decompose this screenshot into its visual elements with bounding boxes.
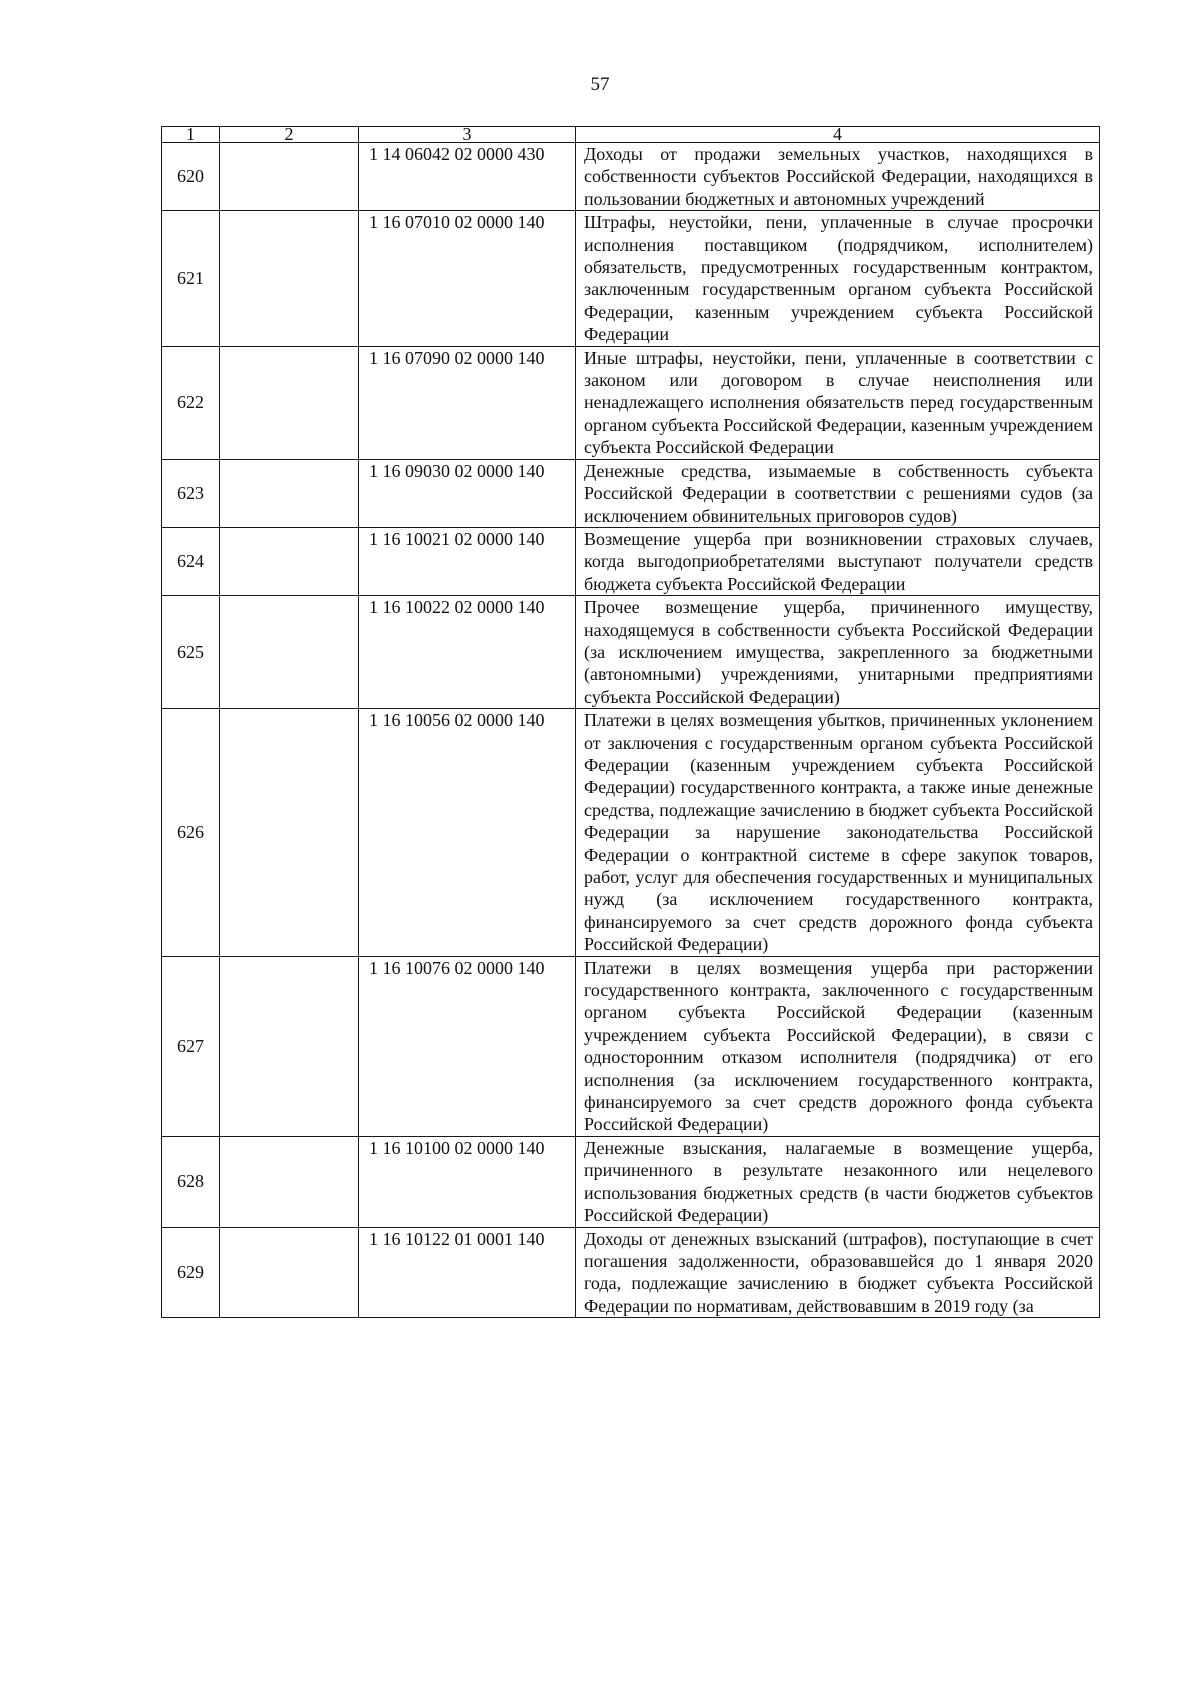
row-empty-cell bbox=[220, 956, 359, 1136]
revenue-description: Доходы от денежных взысканий (штрафов), поступающие в счет погашения задолженности, образовавшейся до 1 января 2020 года, подлежащие зачислению в бюджет субъекта Российской Федерации по нормативам, действовавшим в 2019 году (за bbox=[576, 1227, 1100, 1318]
table-row bbox=[162, 709, 1100, 956]
header-col-4: 4 bbox=[576, 127, 1100, 143]
row-empty-cell bbox=[220, 596, 359, 709]
row-number: 624 bbox=[162, 527, 220, 595]
row-empty-cell bbox=[220, 459, 359, 527]
revenue-description: Штрафы, неустойки, пени, уплаченные в случае просрочки исполнения поставщиком (подрядчиком, исполнителем) обязательств, предусмотренных государственным контрактом, заключенным государственным органом субъекта Российской Федерации, казенным учреждением субъекта Российской Федерации bbox=[576, 211, 1100, 346]
revenue-description: Денежные взыскания, налагаемые в возмещение ущерба, причиненного в результате незаконного или нецелевого использования бюджетных средств (в части бюджетов субъектов Российской Федерации) bbox=[576, 1136, 1100, 1227]
revenue-code: 1 16 07010 02 0000 140 bbox=[359, 211, 576, 346]
table-row bbox=[162, 346, 1100, 459]
row-empty-cell bbox=[220, 527, 359, 595]
table-header-row bbox=[162, 127, 1100, 143]
revenue-code: 1 16 10056 02 0000 140 bbox=[359, 709, 576, 956]
table-row bbox=[162, 527, 1100, 595]
revenue-description: Доходы от продажи земельных участков, находящихся в собственности субъектов Российской Федерации, находящихся в пользовании бюджетных и автономных учреждений bbox=[576, 143, 1100, 211]
revenue-code: 1 16 10022 02 0000 140 bbox=[359, 596, 576, 709]
row-empty-cell bbox=[220, 1227, 359, 1318]
row-number: 621 bbox=[162, 211, 220, 346]
table-row bbox=[162, 459, 1100, 527]
table-row bbox=[162, 1227, 1100, 1318]
row-number: 627 bbox=[162, 956, 220, 1136]
revenue-codes-table bbox=[161, 126, 1100, 1318]
table-row bbox=[162, 1136, 1100, 1227]
row-number: 625 bbox=[162, 596, 220, 709]
revenue-code: 1 14 06042 02 0000 430 bbox=[359, 143, 576, 211]
table-row bbox=[162, 596, 1100, 709]
revenue-description: Прочее возмещение ущерба, причиненного имуществу, находящемуся в собственности субъекта Российской Федерации (за исключением имущества, закрепленного за бюджетными (автономными) учреждениями, унитарными предприятиями субъекта Российской Федерации) bbox=[576, 596, 1100, 709]
row-empty-cell bbox=[220, 1136, 359, 1227]
revenue-code: 1 16 07090 02 0000 140 bbox=[359, 346, 576, 459]
row-number: 626 bbox=[162, 709, 220, 956]
revenue-description: Платежи в целях возмещения убытков, причиненных уклонением от заключения с государственным органом субъекта Российской Федерации (казенным учреждением субъекта Российской Федерации) государственного контракта, а также иные денежные средства, подлежащие зачислению в бюджет субъекта Российской Федерации за нарушение законодательства Российской Федерации о контрактной системе в сфере закупок товаров, работ, услуг для обеспечения государственных и муниципальных нужд (за исключением государственного контракта, финансируемого за счет средств дорожного фонда субъекта Российской Федерации) bbox=[576, 709, 1100, 956]
header-col-3: 3 bbox=[359, 127, 576, 143]
revenue-code: 1 16 09030 02 0000 140 bbox=[359, 459, 576, 527]
revenue-description: Возмещение ущерба при возникновении страховых случаев, когда выгодоприобретателями выступают получатели средств бюджета субъекта Российской Федерации bbox=[576, 527, 1100, 595]
row-number: 622 bbox=[162, 346, 220, 459]
revenue-code: 1 16 10021 02 0000 140 bbox=[359, 527, 576, 595]
header-col-1: 1 bbox=[162, 127, 220, 143]
row-empty-cell bbox=[220, 211, 359, 346]
row-number: 628 bbox=[162, 1136, 220, 1227]
table-row bbox=[162, 956, 1100, 1136]
row-number: 623 bbox=[162, 459, 220, 527]
table-row bbox=[162, 211, 1100, 346]
row-number: 629 bbox=[162, 1227, 220, 1318]
revenue-code: 1 16 10100 02 0000 140 bbox=[359, 1136, 576, 1227]
row-empty-cell bbox=[220, 143, 359, 211]
revenue-description: Денежные средства, изымаемые в собственность субъекта Российской Федерации в соответствии с решениями судов (за исключением обвинительных приговоров судов) bbox=[576, 459, 1100, 527]
revenue-description: Иные штрафы, неустойки, пени, уплаченные в соответствии с законом или договором в случае неисполнения или ненадлежащего исполнения обязательств перед государственным органом субъекта Российской Федерации, казенным учреждением субъекта Российской Федерации bbox=[576, 346, 1100, 459]
row-empty-cell bbox=[220, 346, 359, 459]
revenue-description: Платежи в целях возмещения ущерба при расторжении государственного контракта, заключенного с государственным органом субъекта Российской Федерации (казенным учреждением субъекта Российской Федерации), в связи с односторонним отказом исполнителя (подрядчика) от его исполнения (за исключением государственного контракта, финансируемого за счет средств дорожного фонда субъекта Российской Федерации) bbox=[576, 956, 1100, 1136]
revenue-code: 1 16 10076 02 0000 140 bbox=[359, 956, 576, 1136]
row-number: 620 bbox=[162, 143, 220, 211]
table-row bbox=[162, 143, 1100, 211]
header-col-2: 2 bbox=[220, 127, 359, 143]
page-number: 57 bbox=[590, 74, 610, 95]
revenue-code: 1 16 10122 01 0001 140 bbox=[359, 1227, 576, 1318]
row-empty-cell bbox=[220, 709, 359, 956]
